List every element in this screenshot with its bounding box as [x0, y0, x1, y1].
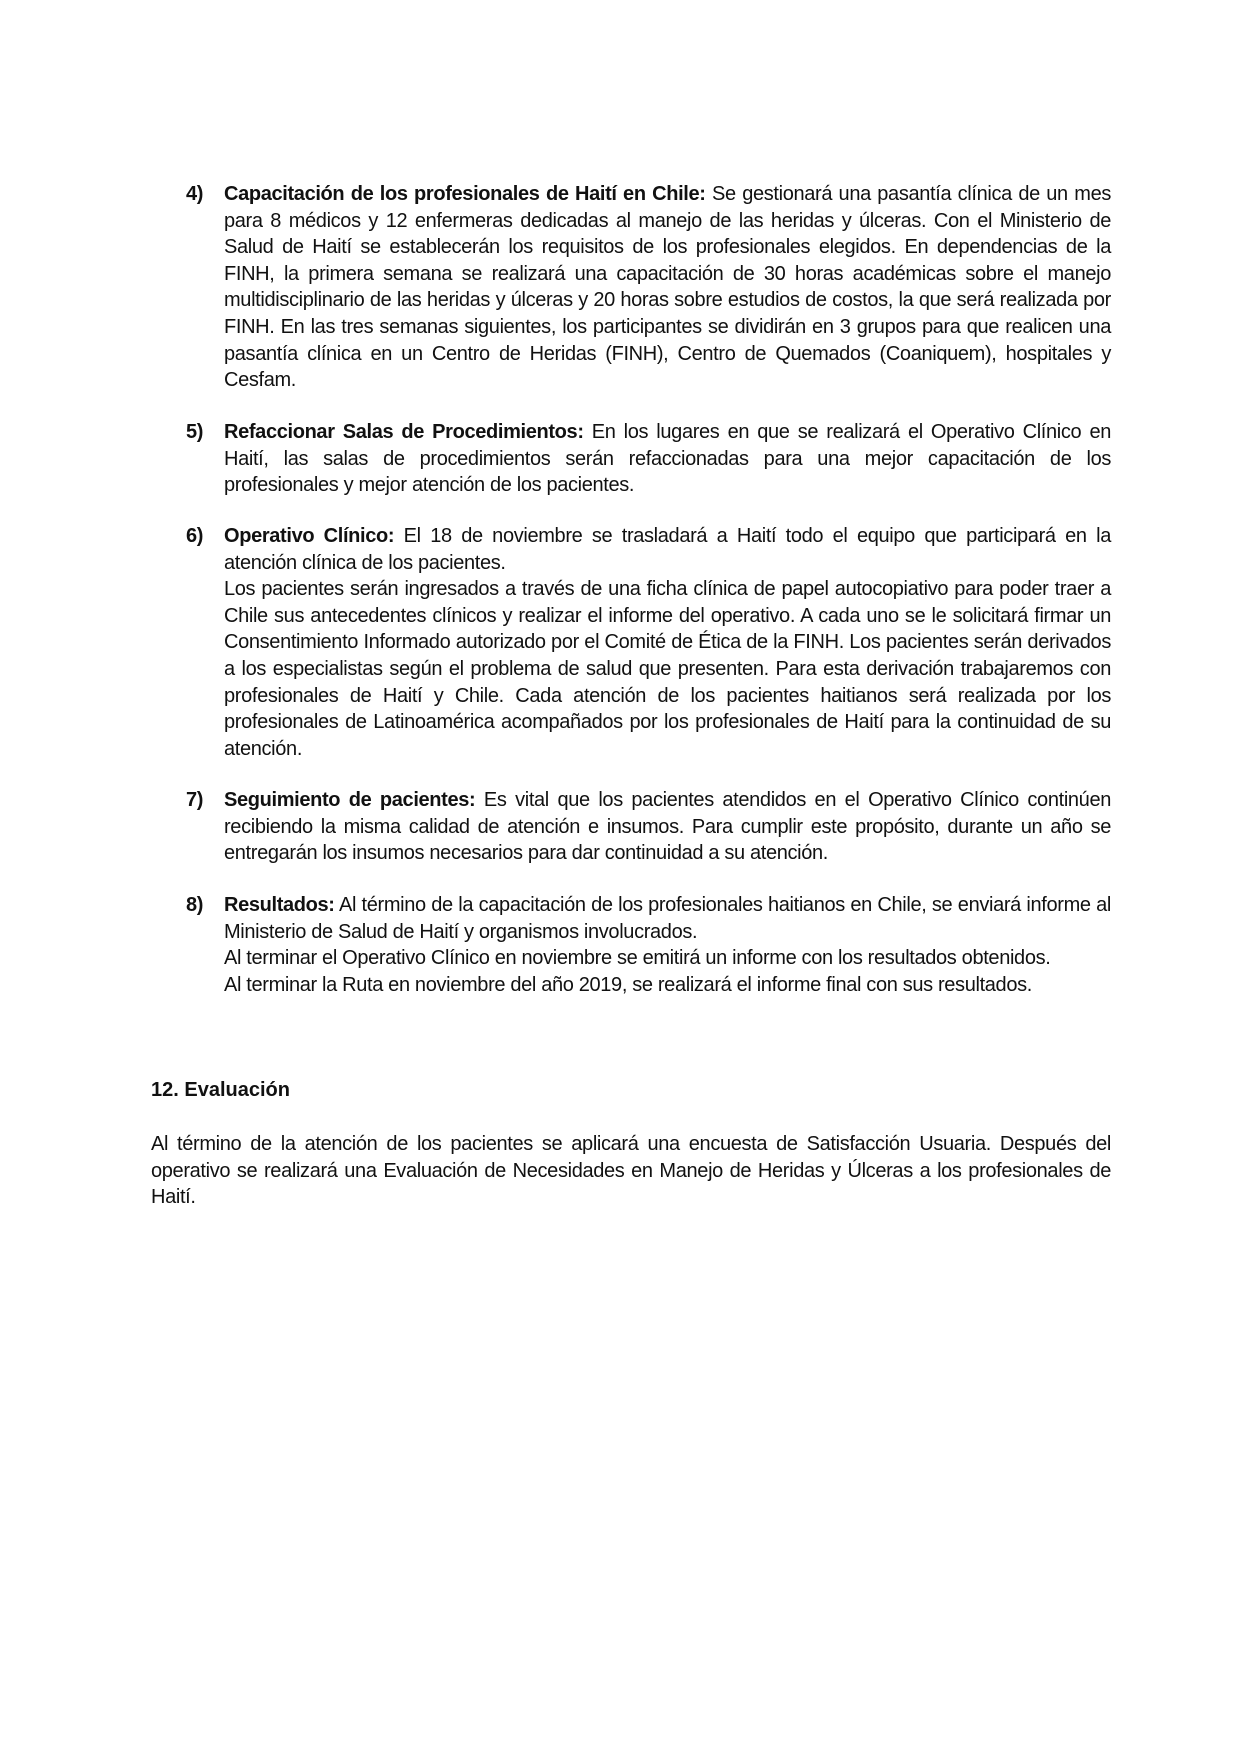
list-item-seguimiento — [186, 787, 1111, 867]
section-paragraph — [151, 1131, 1111, 1211]
item-title: Refaccionar Salas de Procedimientos: — [224, 421, 584, 443]
section-heading: 12. Evaluación — [151, 1079, 290, 1101]
list-item-refaccionar — [186, 419, 1111, 499]
item-paragraph: Al terminar el Operativo Clínico en noviembre se emitirá un informe con los resultados obtenidos. — [224, 947, 1051, 970]
item-number: 5) — [186, 421, 204, 443]
paragraph-text: Al término de la atención de los pacientes se aplicará una encuesta de Satisfacción Usuaria. Después del operativo se realizará una Evaluación de Necesidades en Manejo de Heridas y Úlceras a los profesionales de Haití. — [151, 1133, 1111, 1209]
item-text: Al término de la capacitación de los profesionales haitianos en Chile, se enviará informe al Ministerio de Salud de Haití y organismos involucrados. — [224, 894, 1111, 943]
item-number: 7) — [186, 789, 204, 811]
item-text: Es vital que los pacientes atendidos en el Operativo Clínico continúen recibiendo la misma calidad de atención e insumos. Para cumplir este propósito, durante un año se entregarán los insumos necesarios para dar continuidad a su atención. — [224, 789, 1111, 865]
item-text: Se gestionará una pasantía clínica de un mes para 8 médicos y 12 enfermeras dedicadas al manejo de las heridas y úlceras. Con el Ministerio de Salud de Haití se establecerán los requisitos de los profesionales elegidos. En dependencias de la FINH, la primera semana se realizará una capacitación de 30 horas académicas sobre el manejo multidisciplinario de las heridas y úlceras y 20 horas sobre estudios de costos, la que será realizada por FINH. En las tres semanas siguientes, los participantes se dividirán en 3 grupos para que realicen una pasantía clínica en un Centro de Heridas (FINH), Centro de Quemados (Coaniquem), hospitales y Cesfam. — [224, 183, 1111, 392]
item-number: 4) — [186, 183, 204, 205]
list-item-resultados — [186, 892, 1111, 998]
item-title: Capacitación de los profesionales de Haití en Chile: — [224, 183, 706, 205]
item-title: Resultados: — [224, 894, 335, 916]
item-text: En los lugares en que se realizará el Operativo Clínico en Haití, las salas de procedimientos serán refaccionadas para una mejor capacitación de los profesionales y mejor atención de los pacientes. — [224, 421, 1111, 497]
list-item-operativo — [186, 523, 1111, 762]
item-paragraph: Los pacientes serán ingresados a través de una ficha clínica de papel autocopiativo para poder traer a Chile sus antecedentes clínicos y realizar el informe del operativo. A cada uno se le solicitará firmar un Consentimiento Informado autorizado por el Comité de Ética de la FINH. Los pacientes serán derivados a los especialistas según el problema de salud que presenten. Para esta derivación trabajaremos con profesionales de Haití y Chile. Cada atención de los pacientes haitianos será realizada por los profesionales de Latinoamérica acompañados por los profesionales de Haití para la continuidad de su atención. — [224, 578, 1111, 760]
list-item-capacitacion — [186, 181, 1111, 394]
item-number: 6) — [186, 525, 204, 547]
item-title: Operativo Clínico: — [224, 525, 395, 547]
item-title: Seguimiento de pacientes: — [224, 789, 476, 811]
item-text: El 18 de noviembre se trasladará a Haití todo el equipo que participará en la atención clínica de los pacientes. — [224, 525, 1112, 574]
item-paragraph: Al terminar la Ruta en noviembre del año 2019, se realizará el informe final con sus resultados. — [224, 973, 1032, 996]
item-number: 8) — [186, 894, 204, 916]
